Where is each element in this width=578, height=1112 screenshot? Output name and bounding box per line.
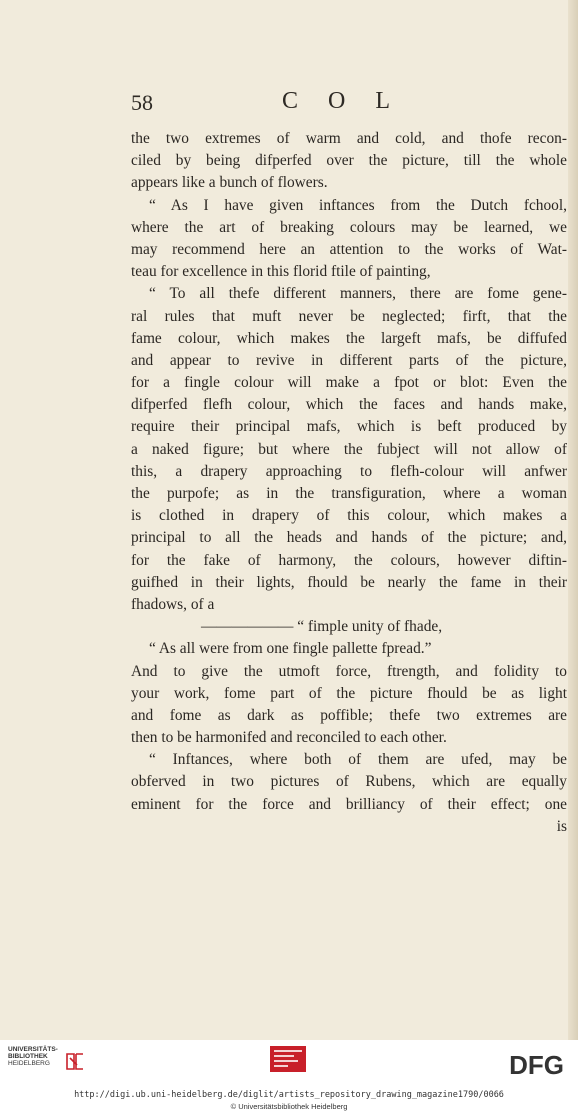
text-line: principal to all the heads and hands of the picture; and,: [131, 529, 567, 547]
viewer-footer: [0, 1040, 578, 1112]
text-line: guifhed in their lights, fhould be nearly the fame in their: [131, 573, 567, 591]
verse-line: “ As all were from one fingle pallette fpread.”: [149, 640, 432, 658]
copyright-notice: © Universitätsbibliothek Heidelberg: [230, 1102, 348, 1111]
text-line: this, a drapery approaching to flefh-colour will anfwer: [131, 462, 567, 480]
university-name-line: BIBLIOTHEK: [8, 1053, 48, 1060]
text-line: teau for excellence in this florid ftile of painting,: [131, 263, 431, 281]
text-line: then to be harmonifed and reconciled to each other.: [131, 729, 447, 747]
catchword: is: [556, 817, 567, 835]
text-line: where the art of breaking colours may be learned, we: [131, 218, 567, 236]
digital-library-logo-icon[interactable]: [268, 1044, 308, 1074]
text-line: may recommend here an attention to the works of Wat-: [131, 240, 567, 258]
text-line: fhadows, of a: [131, 595, 215, 613]
text-line: the two extremes of warm and cold, and thofe recon-: [131, 130, 567, 147]
text-line: “ Inftances, where both of them are ufed, may be: [149, 751, 567, 769]
page-header: [0, 84, 578, 120]
text-line: a naked figure; but where the fubject will not allow of: [131, 440, 567, 458]
text-line: difperfed flefh colour, which the faces and hands make,: [131, 396, 567, 414]
text-line: appears like a bunch of flowers.: [131, 174, 328, 192]
text-line: require their principal mafs, which is beft produced by: [131, 418, 567, 436]
text-line: eminent for the force and brilliancy of their effect; one: [131, 795, 567, 813]
text-line: the purpofe; as in the transfiguration, where a woman: [131, 485, 567, 502]
text-line: fame colour, which makes the largeft mafs, be diffufed: [131, 329, 567, 347]
dfg-logo[interactable]: DFG: [509, 1050, 564, 1080]
text-line: is clothed in drapery of this colour, which makes a: [131, 507, 567, 525]
body-text: [131, 128, 567, 838]
text-line: and appear to revive in different parts of the picture,: [131, 351, 567, 369]
university-name-line: UNIVERSITÄTS-: [8, 1046, 58, 1053]
text-line: for a fingle colour will make a fpot or blot: Even the: [131, 374, 567, 392]
university-name-line: HEIDELBERG: [8, 1060, 50, 1067]
running-title: C O L: [282, 88, 402, 114]
text-line: for the fake of harmony, the colours, however diftin-: [131, 551, 567, 569]
text-line: ciled by being difperfed over the picture, till the whole: [131, 152, 567, 170]
text-line: “ As I have given inftances from the Dutch fchool,: [149, 196, 567, 214]
university-library-logo[interactable]: [8, 1046, 88, 1086]
text-line: and fome as dark as poffible; thefe two extremes are: [131, 706, 567, 724]
text-line: And to give the utmoft force, ftrength, and folidity to: [131, 662, 567, 680]
text-line: obferved in two pictures of Rubens, which are equally: [131, 773, 567, 791]
text-line: “ To all thefe different manners, there are fome gene-: [149, 285, 567, 303]
page-number: 58: [131, 90, 153, 115]
text-line: your work, fome part of the picture fhould be as light: [131, 684, 567, 702]
university-emblem-icon: [64, 1050, 86, 1072]
permalink[interactable]: http://digi.ub.uni-heidelberg.de/diglit/artists_repository_drawing_magazine1790/0066: [74, 1090, 504, 1100]
verse-line: —————— “ fimple unity of fhade,: [201, 618, 443, 636]
text-line: ral rules that muft never be neglected; firft, that the: [131, 307, 567, 325]
